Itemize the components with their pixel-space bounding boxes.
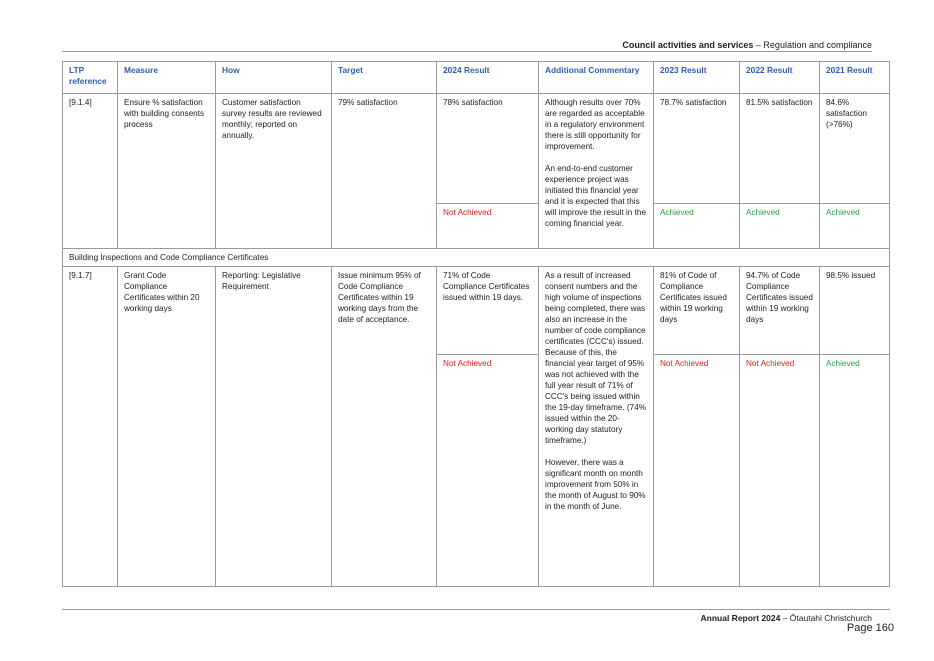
section-title: Building Inspections and Code Compliance Certificates bbox=[63, 249, 890, 267]
header-rule bbox=[62, 51, 872, 52]
commentary-paragraph: As a result of increased consent numbers and the high volume of inspections being completed, there was also an increase in the number of code compliance certificates (CCC's) issued. Because of this, the financial year target of 95% was not achieved with the full year result of 71% of CCC's being issued within the 19-day timeframe. (74% issued within the 20-working day statutory timeframe.) bbox=[545, 271, 647, 445]
additional-commentary bbox=[539, 94, 654, 249]
col-target: Target bbox=[332, 62, 437, 94]
table-row bbox=[63, 94, 890, 204]
result-2021: 98.5% issued bbox=[820, 267, 890, 355]
status-badge-2024: Not Achieved bbox=[437, 355, 539, 587]
header-subsection: – Regulation and compliance bbox=[753, 40, 872, 50]
ltp-reference: [9.1.4] bbox=[63, 94, 118, 249]
how: Reporting: Legislative Requirement bbox=[216, 267, 332, 587]
footer-report-title: Annual Report 2024 bbox=[700, 613, 781, 623]
additional-commentary bbox=[539, 267, 654, 587]
page-header bbox=[622, 40, 872, 50]
result-2024: 78% satisfaction bbox=[437, 94, 539, 204]
result-2024: 71% of Code Compliance Certificates issued within 19 days. bbox=[437, 267, 539, 355]
target: Issue minimum 95% of Code Compliance Certificates within 19 working days from the date of acceptance. bbox=[332, 267, 437, 587]
page-number: Page 160 bbox=[846, 622, 894, 634]
ltp-reference: [9.1.7] bbox=[63, 267, 118, 587]
status-badge-2022: Not Achieved bbox=[740, 355, 820, 587]
status-badge-2023: Achieved bbox=[654, 204, 740, 249]
col-2022-result: 2022 Result bbox=[740, 62, 820, 94]
status-badge-2024: Not Achieved bbox=[437, 204, 539, 249]
measure: Grant Code Compliance Certificates within 20 working days bbox=[118, 267, 216, 587]
table-row bbox=[63, 267, 890, 355]
performance-table bbox=[62, 61, 890, 587]
commentary-paragraph: However, there was a significant month on month improvement from 50% in the month of August to 90% in the month of June. bbox=[545, 458, 646, 511]
col-ltp-reference: LTP reference bbox=[63, 62, 118, 94]
col-2023-result: 2023 Result bbox=[654, 62, 740, 94]
commentary-paragraph: Although results over 70% are regarded as acceptable in a regulatory environment there is still opportunity for improvement. bbox=[545, 98, 645, 151]
col-additional-commentary: Additional Commentary bbox=[539, 62, 654, 94]
col-2021-result: 2021 Result bbox=[820, 62, 890, 94]
status-badge-2023: Not Achieved bbox=[654, 355, 740, 587]
result-2021: 84.6% satisfaction (>76%) bbox=[820, 94, 890, 204]
target: 79% satisfaction bbox=[332, 94, 437, 249]
status-badge-2021: Achieved bbox=[820, 355, 890, 587]
col-measure: Measure bbox=[118, 62, 216, 94]
result-2022: 81.5% satisfaction bbox=[740, 94, 820, 204]
footer-report-place: – Ōtautahi Christchurch bbox=[780, 613, 872, 623]
measure: Ensure % satisfaction with building consents process bbox=[118, 94, 216, 249]
col-2024-result: 2024 Result bbox=[437, 62, 539, 94]
table-header-row bbox=[63, 62, 890, 94]
footer-rule bbox=[62, 609, 890, 610]
result-2023: 81% of Code of Compliance Certificates issued within 19 working days bbox=[654, 267, 740, 355]
col-how: How bbox=[216, 62, 332, 94]
status-badge-2022: Achieved bbox=[740, 204, 820, 249]
section-row bbox=[63, 249, 890, 267]
header-section: Council activities and services bbox=[622, 40, 754, 50]
commentary-paragraph: An end-to-end customer experience project was initiated this financial year and it is expected that this will improve the result in the coming financial year. bbox=[545, 164, 647, 228]
status-badge-2021: Achieved bbox=[820, 204, 890, 249]
how: Customer satisfaction survey results are reviewed monthly; reported on annually. bbox=[216, 94, 332, 249]
result-2023: 78.7% satisfaction bbox=[654, 94, 740, 204]
result-2022: 94.7% of Code Compliance Certificates issued within 19 working days bbox=[740, 267, 820, 355]
